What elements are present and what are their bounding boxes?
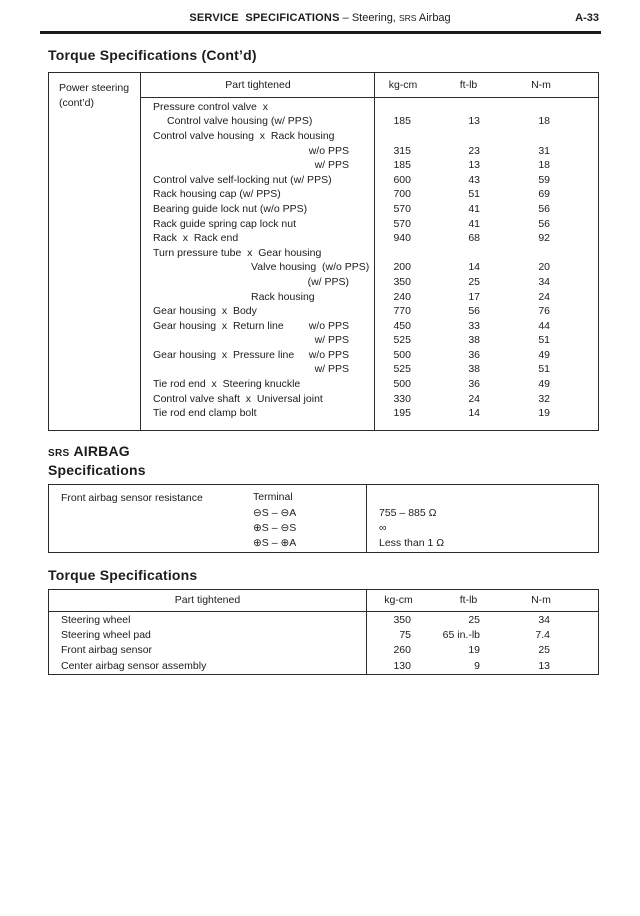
table-row [141,318,598,333]
table-row [141,187,598,202]
page-title-main: SERVICE SPECIFICATIONS [189,12,340,24]
section-heading-srs-airbag [48,443,640,459]
spec-row-label: Front airbag sensor resistance [61,491,203,504]
value-ftlb: 13 [468,159,480,172]
part-label: Control valve shaft x Universal joint [153,392,323,405]
value-nm: 51 [538,334,550,347]
table-row [141,202,598,217]
value-ftlb: 65 in.-lb [442,629,480,642]
part-label: Gear housing x Return line w/o PPS [153,319,349,332]
part-label: Control valve self-locking nut (w/ PPS) [153,173,332,186]
section-heading-specifications: Specifications [48,461,146,478]
terminal-pair: ⊖S – ⊖A [253,507,297,519]
value-nm: 25 [538,644,550,657]
value-ftlb: 9 [474,659,480,672]
part-label: w/ PPS [314,159,349,172]
value-kgcm: 195 [393,407,411,420]
value-nm: 32 [538,392,550,405]
resistance-value: Less than 1 Ω [379,537,445,549]
table-body [141,98,598,430]
value-kgcm: 940 [393,232,411,245]
value-ftlb: 56 [468,305,480,318]
value-ftlb: 36 [468,348,480,361]
col-header-ftlb: ft-lb [459,78,478,91]
col-header-kgcm: kg-cm [384,594,413,606]
part-label: Rack x Rack end [153,232,239,245]
part-label: Gear housing x Body [153,305,257,318]
value-ftlb: 41 [468,202,480,215]
page-header [0,12,640,30]
col-header-ftlb: ft-lb [459,594,478,606]
value-nm: 18 [538,115,550,128]
part-label: Turn pressure tube x Gear housing [153,246,322,259]
table-row [141,289,598,304]
value-ftlb: 13 [468,115,480,128]
table-row [141,129,598,144]
part-label: Steering wheel pad [61,629,151,642]
part-label: w/o PPS [308,144,349,157]
value-kgcm: 570 [393,217,411,230]
table-row [141,172,598,187]
table-row [141,158,598,173]
value-kgcm: 500 [393,378,411,391]
value-nm: 13 [538,659,550,672]
value-nm: 56 [538,202,550,215]
table-row [141,275,598,290]
table-row [141,114,598,129]
value-kgcm: 130 [393,659,411,672]
value-kgcm: 330 [393,392,411,405]
section-heading-torque-contd: Torque Specifications (Cont’d) [48,46,257,63]
resistance-value: 755 – 885 Ω [379,507,437,519]
value-nm: 24 [538,290,550,303]
part-label: Tie rod end x Steering knuckle [153,378,301,391]
part-label: Front airbag sensor [61,644,153,657]
col-header-kgcm: kg-cm [388,78,418,91]
part-label: Pressure control valve x [153,100,268,113]
part-label: Rack housing [251,290,315,303]
col-header-part: Part tightened [225,78,291,91]
value-kgcm: 260 [393,644,411,657]
value-kgcm: 350 [393,614,411,627]
table-row [141,406,598,421]
value-kgcm: 200 [393,261,411,274]
table-row [141,348,598,363]
table-row [49,628,598,643]
table-row [141,391,598,406]
value-ftlb: 41 [468,217,480,230]
value-kgcm: 770 [393,305,411,318]
value-kgcm: 500 [393,348,411,361]
terminal-header: Terminal [253,490,293,503]
part-label: Rack guide spring cap lock nut [153,217,296,230]
value-kgcm: 570 [393,202,411,215]
value-ftlb: 23 [468,144,480,157]
value-kgcm: 525 [393,334,411,347]
power-steering-torque-table [48,72,599,431]
table-body [49,612,598,674]
value-ftlb: 36 [468,378,480,391]
value-nm: 59 [538,173,550,186]
col-header-part: Part tightened [174,594,241,606]
value-kgcm: 315 [393,144,411,157]
table-header-row [49,590,598,611]
value-nm: 18 [538,159,550,172]
table-side-label [49,73,141,111]
srs-label: SRS [48,447,70,459]
table-row [141,333,598,348]
value-ftlb: 43 [468,173,480,186]
table-row [49,643,598,658]
table-row [141,216,598,231]
value-ftlb: 19 [468,644,480,657]
table-header-row [141,73,598,97]
side-label-line1: Power steering [59,81,130,94]
section-heading-torque: Torque Specifications [48,566,198,583]
value-ftlb: 38 [468,363,480,376]
side-label-line2: (cont’d) [59,96,95,109]
part-label: Bearing guide lock nut (w/o PPS) [153,202,308,215]
spec-row [49,506,598,521]
value-kgcm: 75 [399,629,411,642]
page-title-srs: SRS [398,13,417,23]
value-nm: 34 [538,275,550,288]
resistance-value: ∞ [379,522,387,534]
value-nm: 51 [538,363,550,376]
value-ftlb: 17 [468,290,480,303]
table-row [49,658,598,673]
value-nm: 31 [538,144,550,157]
airbag-sensor-spec-table [48,484,599,553]
value-nm: 49 [538,378,550,391]
value-kgcm: 450 [393,319,411,332]
table-row [141,260,598,275]
value-kgcm: 700 [393,188,411,201]
col-header-nm: N-m [531,594,551,606]
value-nm: 76 [538,305,550,318]
value-kgcm: 525 [393,363,411,376]
part-label: w/ PPS [314,363,349,376]
value-ftlb: 24 [468,392,480,405]
value-ftlb: 14 [468,261,480,274]
part-label: Control valve housing x Rack housing [153,129,335,142]
header-rule [40,31,601,34]
spec-rows [49,506,598,551]
table-row [141,143,598,158]
value-ftlb: 25 [468,275,480,288]
table-row [141,231,598,246]
value-kgcm: 185 [393,115,411,128]
airbag-label: AIRBAG [73,442,130,459]
part-label: Steering wheel [61,614,131,627]
part-label: Control valve housing (w/ PPS) [167,115,313,128]
table-row [49,613,598,628]
value-ftlb: 38 [468,334,480,347]
table-row [141,362,598,377]
col-header-nm: N-m [531,78,551,91]
value-kgcm: 240 [393,290,411,303]
spec-row [49,536,598,551]
part-label: Gear housing x Pressure line w/o PPS [153,348,349,361]
value-ftlb: 14 [468,407,480,420]
value-nm: 20 [538,261,550,274]
page-title [0,12,640,24]
value-nm: 19 [538,407,550,420]
terminal-pair: ⊕S – ⊖S [253,522,297,534]
table-row [141,245,598,260]
value-nm: 44 [538,319,550,332]
value-ftlb: 25 [468,614,480,627]
part-label: (w/ PPS) [307,275,349,288]
spec-row [49,521,598,536]
part-label: Valve housing (w/o PPS) [251,261,370,274]
value-ftlb: 51 [468,188,480,201]
value-ftlb: 68 [468,232,480,245]
value-nm: 49 [538,348,550,361]
value-kgcm: 185 [393,159,411,172]
part-label: Center airbag sensor assembly [61,659,207,672]
value-ftlb: 33 [468,319,480,332]
part-label: Rack housing cap (w/ PPS) [153,188,281,201]
value-nm: 56 [538,217,550,230]
table-row [141,377,598,392]
part-label: w/ PPS [314,334,349,347]
part-label: Tie rod end clamp bolt [153,407,257,420]
srs-torque-table [48,589,599,675]
page-title-subject: – Steering, [339,12,399,24]
page-number: A-33 [575,12,599,24]
value-kgcm: 350 [393,275,411,288]
value-nm: 69 [538,188,550,201]
value-nm: 34 [538,614,550,627]
value-nm: 7.4 [535,629,550,642]
page-title-airbag: Airbag [416,12,451,24]
value-nm: 92 [538,232,550,245]
table-row [141,304,598,319]
terminal-pair: ⊕S – ⊕A [253,537,297,549]
table-row [141,100,598,115]
value-kgcm: 600 [393,173,411,186]
